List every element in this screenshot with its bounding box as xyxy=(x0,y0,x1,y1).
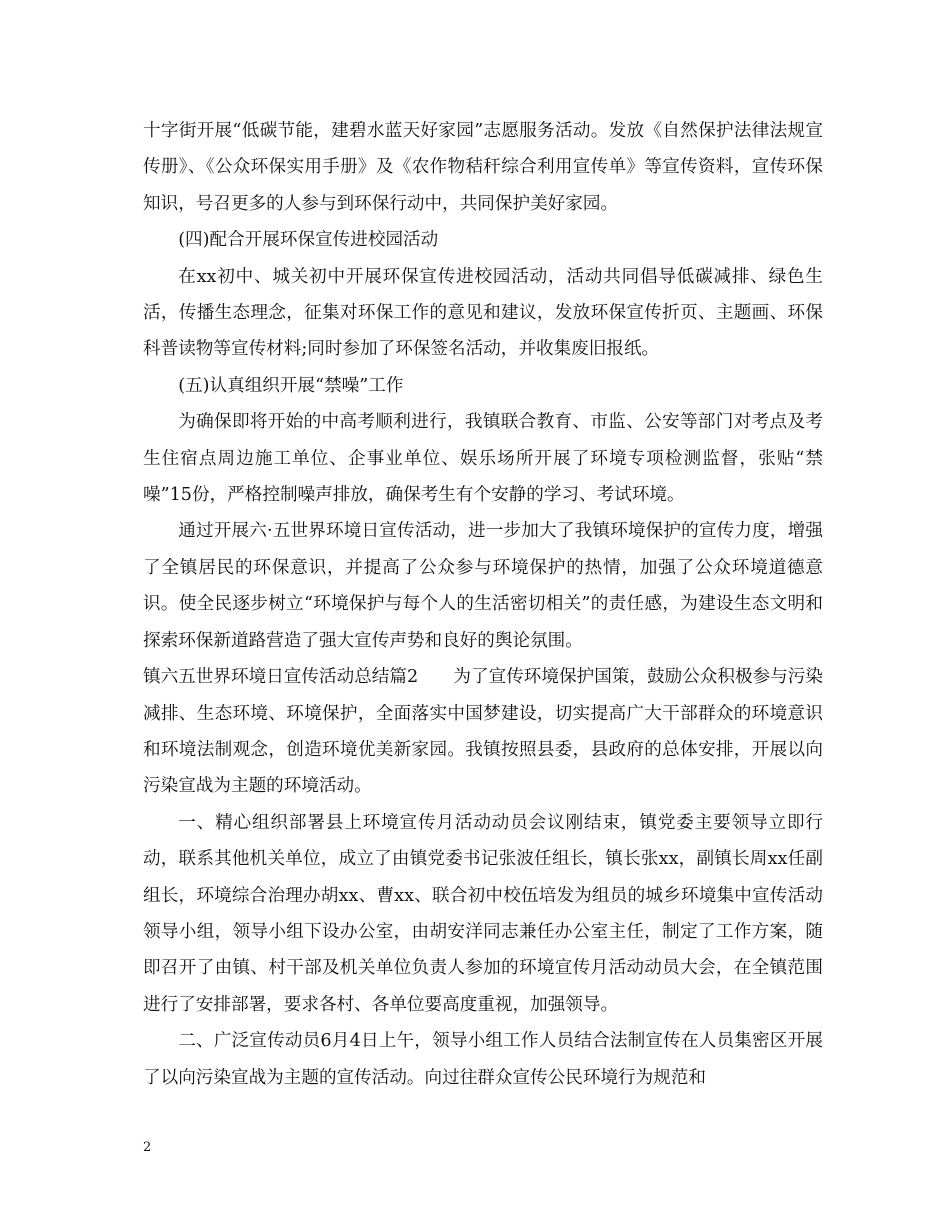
page-number: 2 xyxy=(143,1140,152,1155)
paragraph-intro-continuation: 十字街开展“低碳节能，建碧水蓝天好家园”志愿服务活动。发放《自然保护法律法规宣传册》、《公众环保实用手册》及《农作物秸秆综合利用宣传单》等宣传资料，宣传环保知识，号召更多的人参与到环保行动中，共同保护美好家园。 xyxy=(143,121,823,214)
section-heading-noise: (五)认真组织开展“禁噪”工作 xyxy=(178,375,404,396)
document-body xyxy=(143,113,823,1096)
paragraph-summary: 通过开展六·五世界环境日宣传活动，进一步加大了我镇环境保护的宣传力度，增强了全镇居民的环保意识，并提高了公众参与环境保护的热情，加强了公众环境道德意识。使全民逐步树立“环境保护与每个人的生活密切相关”的责任感，为建设生态文明和探索环保新道路营造了强大宣传声势和良好的舆论氛围。 xyxy=(143,521,823,651)
paragraph-campus-activity: 在xx初中、城关初中开展环保宣传进校园活动，活动共同倡导低碳减排、绿色生活，传播生态理念，征集对环保工作的意见和建议，发放环保宣传折页、主题画、环保科普读物等宣传材料;同时参加了环保签名活动，并收集废旧报纸。 xyxy=(143,266,823,360)
paragraph-organization: 一、精心组织部署县上环境宣传月活动动员会议刚结束，镇党委主要领导立即行动，联系其他机关单位，成立了由镇党委书记张波任组长，镇长张xx，副镇长周xx任副组长，环境综合治理办胡xx、曹xx、联合初中校伍培发为组员的城乡环境集中宣传活动领导小组，领导小组下设办公室，由胡安洋同志兼任办公室主任，制定了工作方案，随即召开了由镇、村干部及机关单位负责人参加的环境宣传月活动动员大会，在全镇范围进行了安排部署，要求各村、各单位要高度重视，加强领导。 xyxy=(143,812,823,1015)
paragraph-noise-control: 为确保即将开始的中高考顺利进行，我镇联合教育、市监、公安等部门对考点及考生住宿点周边施工单位、企事业单位、娱乐场所开展了环境专项检测监督，张贴“禁噪”15份，严格控制噪声排放，确保考生有个安静的学习、考试环境。 xyxy=(143,412,823,506)
paragraph-article-2-intro: 镇六五世界环境日宣传活动总结篇2 为了宣传环境保护国策，鼓励公众积极参与污染减排、生态环境、环境保护，全面落实中国梦建设，切实提高广大干部群众的环境意识和环境法制观念，创造环境优美新家园。我镇按照县委，县政府的总体安排，开展以向污染宣战为主题的环境活动。 xyxy=(143,667,823,797)
paragraph-publicity: 二、广泛宣传动员6月4日上午，领导小组工作人员结合法制宣传在人员集密区开展了以向污染宣战为主题的宣传活动。向过往群众宣传公民环境行为规范和 xyxy=(143,1031,823,1088)
section-heading-campus: (四)配合开展环保宣传进校园活动 xyxy=(178,230,439,251)
